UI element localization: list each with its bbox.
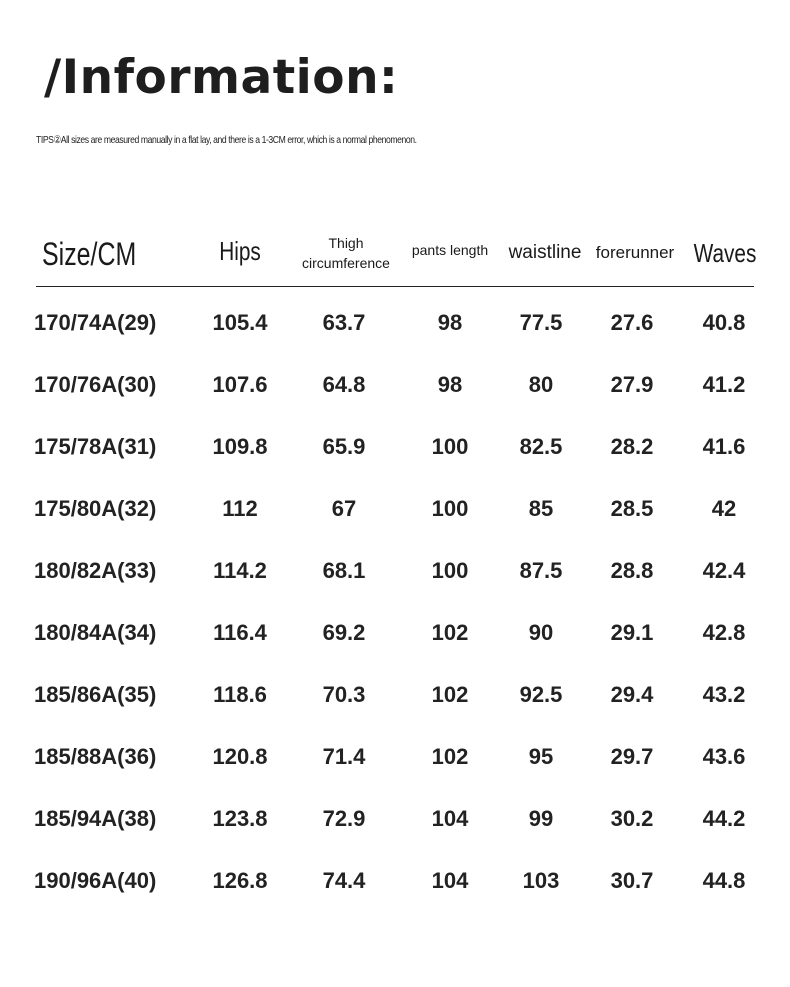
- header-thigh: [296, 233, 396, 273]
- tips-note: TIPS②All sizes are measured manually in a flat lay, and there is a 1-3CM error, which is a normal phenomenon.: [36, 134, 417, 146]
- pants-length-cell: 100: [431, 496, 469, 521]
- waves-cell: 44.2: [702, 806, 746, 831]
- thigh-cell: 63.7: [322, 310, 366, 335]
- waistline-cell: 82.5: [519, 434, 563, 459]
- pants-length-cell: 102: [431, 620, 469, 645]
- header-thigh-line1: Thigh: [328, 235, 364, 251]
- header-thigh-line2: circumference: [302, 255, 390, 271]
- thigh-cell: 64.8: [322, 372, 366, 397]
- waistline-cell: 90: [528, 620, 554, 645]
- waves-cell: 42.4: [702, 558, 746, 583]
- hips-cell: 112: [222, 496, 258, 521]
- waves-cell: 42: [711, 496, 737, 521]
- waistline-cell: 92.5: [519, 682, 563, 707]
- page-title: /Information:: [44, 50, 399, 105]
- table-row: [0, 868, 790, 908]
- header-divider: [36, 286, 754, 287]
- pants-length-cell: 104: [431, 806, 469, 831]
- forerunner-cell: 28.5: [610, 496, 654, 521]
- thigh-cell: 69.2: [322, 620, 366, 645]
- forerunner-cell: 28.2: [610, 434, 654, 459]
- table-row: [0, 496, 790, 536]
- forerunner-cell: 29.4: [610, 682, 654, 707]
- forerunner-cell: 27.9: [610, 372, 654, 397]
- thigh-cell: 65.9: [322, 434, 366, 459]
- thigh-cell: 70.3: [322, 682, 366, 707]
- forerunner-cell: 30.7: [610, 868, 654, 893]
- hips-cell: 126.8: [212, 868, 268, 893]
- pants-length-cell: 104: [431, 868, 469, 893]
- size-cell: 190/96A(40): [34, 868, 157, 893]
- hips-cell: 114.2: [213, 558, 267, 583]
- size-cell: 170/76A(30): [34, 372, 157, 397]
- thigh-cell: 68.1: [322, 558, 366, 583]
- forerunner-cell: 29.7: [610, 744, 654, 769]
- pants-length-cell: 98: [437, 310, 463, 335]
- hips-cell: 105.4: [212, 310, 268, 335]
- waves-cell: 43.6: [702, 744, 746, 769]
- waves-cell: 41.2: [702, 372, 746, 397]
- waves-cell: 44.8: [702, 868, 746, 893]
- header-size: Size/CM: [42, 236, 137, 272]
- pants-length-cell: 102: [431, 744, 469, 769]
- table-row: [0, 682, 790, 722]
- forerunner-cell: 30.2: [610, 806, 654, 831]
- size-cell: 175/78A(31): [34, 434, 157, 459]
- header-forerunner: forerunner: [595, 243, 675, 262]
- thigh-cell: 67: [331, 496, 357, 521]
- table-row: [0, 372, 790, 412]
- table-row: [0, 434, 790, 474]
- thigh-cell: 71.4: [322, 744, 366, 769]
- pants-length-cell: 102: [431, 682, 469, 707]
- size-cell: 175/80A(32): [34, 496, 157, 521]
- header-waves: Waves: [693, 238, 757, 268]
- hips-cell: 116.4: [213, 620, 267, 645]
- pants-length-cell: 100: [431, 558, 469, 583]
- waves-cell: 41.6: [702, 434, 746, 459]
- thigh-cell: 74.4: [322, 868, 366, 893]
- forerunner-cell: 27.6: [610, 310, 654, 335]
- waves-cell: 40.8: [702, 310, 746, 335]
- forerunner-cell: 28.8: [610, 558, 654, 583]
- hips-cell: 123.8: [212, 806, 268, 831]
- table-row: [0, 310, 790, 350]
- header-pants-length: pants length: [411, 242, 489, 258]
- thigh-cell: 72.9: [322, 806, 366, 831]
- size-cell: 170/74A(29): [34, 310, 157, 335]
- forerunner-cell: 29.1: [610, 620, 654, 645]
- waistline-cell: 85: [528, 496, 554, 521]
- waistline-cell: 99: [528, 806, 554, 831]
- size-cell: 185/88A(36): [34, 744, 157, 769]
- pants-length-cell: 98: [437, 372, 463, 397]
- pants-length-cell: 100: [431, 434, 469, 459]
- table-row: [0, 744, 790, 784]
- waistline-cell: 77.5: [519, 310, 563, 335]
- waistline-cell: 87.5: [519, 558, 563, 583]
- header-waistline: waistline: [508, 242, 582, 263]
- table-row: [0, 558, 790, 598]
- waistline-cell: 80: [528, 372, 554, 397]
- table-row: [0, 620, 790, 660]
- size-cell: 185/94A(38): [34, 806, 157, 831]
- hips-cell: 107.6: [212, 372, 268, 397]
- header-hips: Hips: [219, 236, 261, 266]
- hips-cell: 109.8: [212, 434, 268, 459]
- waistline-cell: 103: [522, 868, 560, 893]
- waves-cell: 43.2: [702, 682, 746, 707]
- table-row: [0, 806, 790, 846]
- size-cell: 180/84A(34): [34, 620, 157, 645]
- waves-cell: 42.8: [702, 620, 746, 645]
- waistline-cell: 95: [528, 744, 554, 769]
- hips-cell: 118.6: [213, 682, 267, 707]
- size-cell: 185/86A(35): [34, 682, 157, 707]
- hips-cell: 120.8: [212, 744, 268, 769]
- size-cell: 180/82A(33): [34, 558, 157, 583]
